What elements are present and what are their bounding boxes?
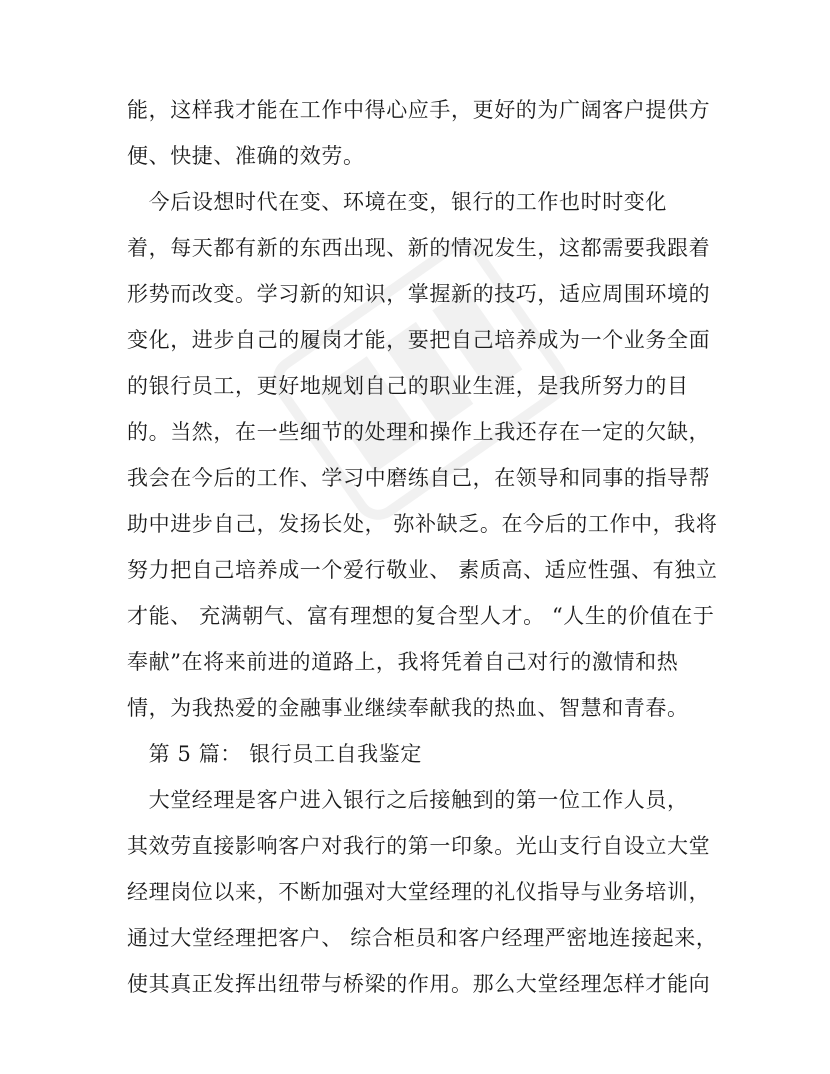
- text-line: 通过大堂经理把客户、 综合柜员和客户经理严密地连接起来，: [127, 926, 718, 950]
- text-line: 大堂经理是客户进入银行之后接触到的第一位工作人员，: [127, 788, 689, 812]
- text-line: 我会在今后的工作、学习中磨练自己，在领导和同事的指导帮: [127, 466, 711, 490]
- text-line: 的银行员工，更好地规划自己的职业生涯，是我所努力的目: [127, 374, 689, 398]
- text-line: 奉献”在将来前进的道路上，我将凭着自己对行的激情和热: [127, 650, 679, 674]
- text-line: 才能、 充满朝气、富有理想的复合型人才。 “人生的价值在于: [127, 604, 715, 628]
- text-line: 形势而改变。学习新的知识，掌握新的技巧，适应周围环境的: [127, 282, 711, 306]
- text-line: 变化，进步自己的履岗才能，要把自己培养成为一个业务全面: [127, 328, 711, 352]
- text-line: 便、快捷、准确的效劳。: [127, 144, 365, 168]
- text-line: 其效劳直接影响客户对我行的第一印象。光山支行自设立大堂: [127, 834, 711, 858]
- text-line: 能，这样我才能在工作中得心应手，更好的为广阔客户提供方: [127, 98, 711, 122]
- text-line: 使其真正发挥出纽带与桥梁的作用。那么大堂经理怎样才能向: [127, 972, 711, 996]
- text-line: 着，每天都有新的东西出现、新的情况发生，这都需要我跟着: [127, 236, 711, 260]
- text-line: 努力把自己培养成一个爱行敬业、 素质高、适应性强、有独立: [127, 558, 718, 582]
- text-line: 经理岗位以来，不断加强对大堂经理的礼仪指导与业务培训，: [127, 880, 711, 904]
- text-line: 助中进步自己，发扬长处， 弥补缺乏。在今后的工作中，我将: [127, 512, 718, 536]
- text-line: 情，为我热爱的金融事业继续奉献我的热血、智慧和青春。: [127, 696, 689, 720]
- section-heading: 第 5 篇： 银行员工自我鉴定: [127, 742, 422, 766]
- text-line: 的。当然，在一些细节的处理和操作上我还存在一定的欠缺，: [127, 420, 711, 444]
- text-line: 今后设想时代在变、环境在变，银行的工作也时时变化: [127, 190, 667, 214]
